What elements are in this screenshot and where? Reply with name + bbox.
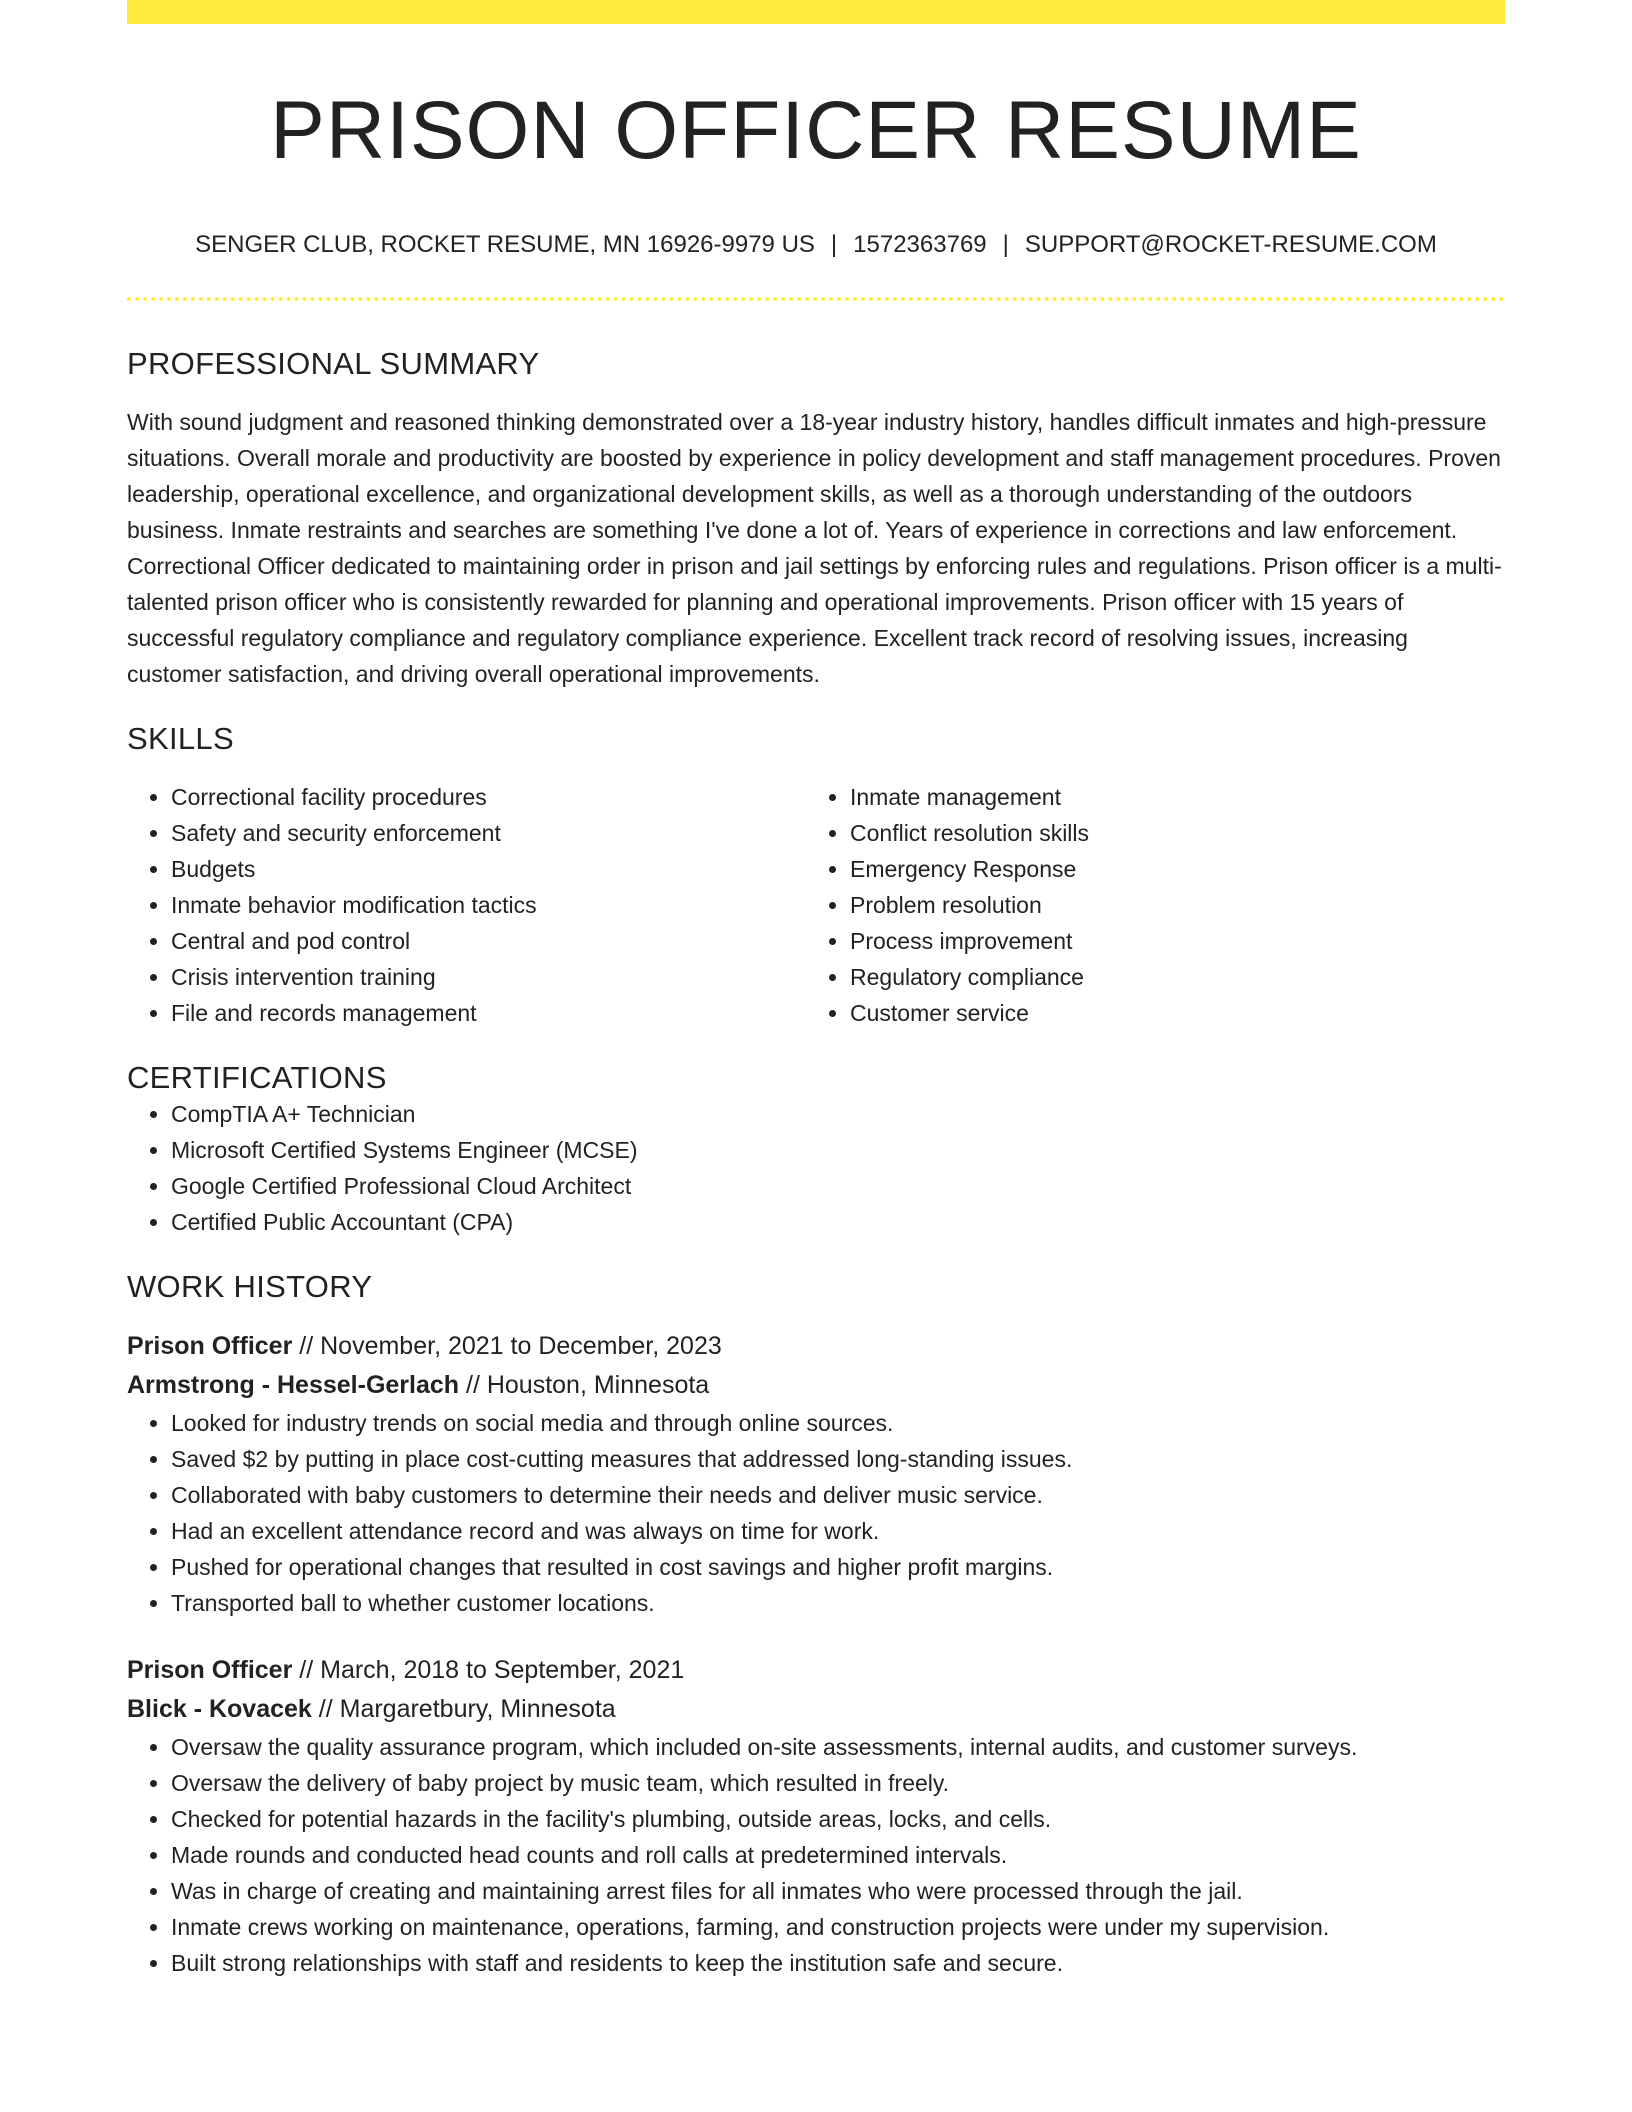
dotted-divider <box>127 297 1505 301</box>
job-title: Prison Officer <box>127 1332 293 1361</box>
job-dates: November, 2021 to December, 2023 <box>320 1332 722 1361</box>
skills-columns <box>127 779 1505 1031</box>
job-entry <box>127 1651 1505 1981</box>
job-company: Blick - Kovacek <box>127 1695 312 1724</box>
skill-item: • Customer service <box>850 995 1485 1031</box>
skills-section <box>127 720 1505 1031</box>
job-duty-item: • Inmate crews working on maintenance, operations, farming, and construction projects were under my supervision. <box>171 1909 1505 1945</box>
job-duties-list <box>127 1729 1505 1981</box>
skills-heading: SKILLS <box>127 720 234 756</box>
certification-item: • CompTIA A+ Technician <box>171 1096 1505 1132</box>
job-company-line: Armstrong - Hessel-Gerlach // Houston, Minnesota <box>127 1371 710 1400</box>
skills-list-left <box>127 779 806 1031</box>
job-company: Armstrong - Hessel-Gerlach <box>127 1371 460 1400</box>
job-duty-item: • Collaborated with baby customers to determine their needs and deliver music service. <box>171 1477 1505 1513</box>
job-duty-item: • Made rounds and conducted head counts and roll calls at predetermined intervals. <box>171 1837 1505 1873</box>
skill-item: • Emergency Response <box>850 851 1485 887</box>
job-location: Margaretbury, Minnesota <box>339 1695 616 1724</box>
resume-title: PRISON OFFICER RESUME <box>270 85 1362 176</box>
resume-page <box>127 0 1505 1981</box>
job-duty-item: • Built strong relationships with staff and residents to keep the institution safe and secure. <box>171 1945 1505 1981</box>
job-duty-item: • Saved $2 by putting in place cost-cutting measures that addressed long-standing issues. <box>171 1441 1505 1477</box>
skill-item: • Inmate management <box>850 779 1485 815</box>
skill-item: • Process improvement <box>850 923 1485 959</box>
certifications-heading: CERTIFICATIONS <box>127 1059 387 1095</box>
summary-text: With sound judgment and reasoned thinking demonstrated over a 18-year industry history, handles difficult inmates and high-pressure situations. Overall morale and productivity are boosted by experience in policy development and staff management procedures. Proven leadership, operational excellence, and organizational development skills, as well as a thorough understanding of the outdoors business. Inmate restraints and searches are something I've done a lot of. Years of experience in corrections and law enforcement. Correctional Officer dedicated to maintaining order in prison and jail settings by enforcing rules and regulations. Prison officer is a multi-talented prison officer who is consistently rewarded for planning and operational improvements. Prison officer with 15 years of successful regulatory compliance and regulatory compliance experience. Excellent track record of resolving issues, increasing customer satisfaction, and driving overall operational improvements. <box>127 408 1502 687</box>
skill-item: • Safety and security enforcement <box>171 815 806 851</box>
job-duty-item: • Had an excellent attendance record and was always on time for work. <box>171 1513 1505 1549</box>
job-title-line: Prison Officer // November, 2021 to December, 2023 <box>127 1332 722 1361</box>
contact-email: SUPPORT@ROCKET-RESUME.COM <box>1024 231 1437 259</box>
job-location: Houston, Minnesota <box>486 1371 710 1400</box>
job-company-line: Blick - Kovacek // Margaretbury, Minnesota <box>127 1695 616 1724</box>
certification-item: • Microsoft Certified Systems Engineer (MCSE) <box>171 1132 1505 1168</box>
certification-item: • Google Certified Professional Cloud Architect <box>171 1168 1505 1204</box>
skill-item: • Crisis intervention training <box>171 959 806 995</box>
summary-heading: PROFESSIONAL SUMMARY <box>127 345 540 381</box>
skills-list-right <box>806 779 1485 1031</box>
work-history-section <box>127 1268 1505 1981</box>
job-duties-list <box>127 1405 1505 1621</box>
contact-address: SENGER CLUB, ROCKET RESUME, MN 16926-9979 US <box>195 231 815 259</box>
job-duty-item: • Oversaw the quality assurance program, which included on-site assessments, internal audits, and customer surveys. <box>171 1729 1505 1765</box>
skill-item: • Central and pod control <box>171 923 806 959</box>
skill-item: • Budgets <box>171 851 806 887</box>
summary-section <box>127 345 1505 692</box>
job-title: Prison Officer <box>127 1656 293 1685</box>
top-accent-bar <box>127 0 1505 24</box>
skills-column-left <box>127 779 806 1031</box>
certifications-section <box>127 1059 1505 1240</box>
work-history-heading: WORK HISTORY <box>127 1269 373 1305</box>
contact-separator: | <box>1002 231 1009 259</box>
skill-item: • Problem resolution <box>850 887 1485 923</box>
skill-item: • Conflict resolution skills <box>850 815 1485 851</box>
contact-separator: | <box>830 231 838 259</box>
skill-item: • Inmate behavior modification tactics <box>171 887 806 923</box>
skill-item: • Correctional facility procedures <box>171 779 806 815</box>
certification-item: • Certified Public Accountant (CPA) <box>171 1204 1505 1240</box>
job-duty-item: • Pushed for operational changes that resulted in cost savings and higher profit margins. <box>171 1549 1505 1585</box>
contact-phone: 1572363769 <box>853 231 987 259</box>
contact-line <box>127 229 1505 260</box>
job-duty-item: • Transported ball to whether customer locations. <box>171 1585 1505 1621</box>
skill-item: • File and records management <box>171 995 806 1031</box>
job-duty-item: • Was in charge of creating and maintaining arrest files for all inmates who were processed through the jail. <box>171 1873 1505 1909</box>
job-duty-item: • Checked for potential hazards in the facility's plumbing, outside areas, locks, and cells. <box>171 1801 1505 1837</box>
job-duty-item: • Looked for industry trends on social media and through online sources. <box>171 1405 1505 1441</box>
skill-item: • Regulatory compliance <box>850 959 1485 995</box>
skills-column-right <box>806 779 1485 1031</box>
job-dates: March, 2018 to September, 2021 <box>320 1656 685 1685</box>
job-entry <box>127 1327 1505 1621</box>
job-duty-item: • Oversaw the delivery of baby project by music team, which resulted in freely. <box>171 1765 1505 1801</box>
job-title-line: Prison Officer // March, 2018 to September, 2021 <box>127 1656 685 1685</box>
certifications-list <box>127 1096 1505 1240</box>
